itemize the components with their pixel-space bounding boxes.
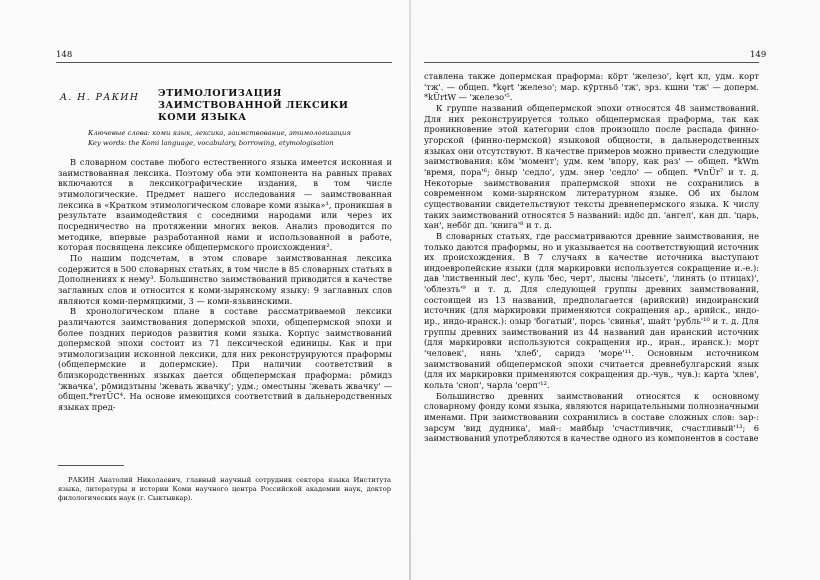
- right-body-text: [424, 71, 759, 444]
- keywords-block: [88, 129, 388, 148]
- book-spine: [409, 0, 411, 580]
- title-line: ЭТИМОЛОГИЗАЦИЯ: [158, 88, 282, 99]
- page-number-left: 148: [56, 50, 73, 60]
- footnote-divider: [58, 465, 124, 466]
- author-footnote: РАКИН Анатолий Николаевич, главный научный сотрудник сектора языка Института языка, литературы и истории Коми научного центра Российской академии наук, доктор филологических наук (г. Сыктывкар).: [58, 476, 391, 503]
- article-author: А. Н. РАКИН: [60, 92, 140, 103]
- keywords-russian: Ключевые слова: коми язык, лексика, заимствование, этимологизация: [88, 129, 351, 137]
- body-paragraph: В словарных статьях, где рассматриваются древние заимствования, не только даются праформы, но и указывается на соответствующий источник их происхождения. В 7 случаях в качестве источника выступают индоевропейские языки (для маркировки используется сокращение и.-е.): дав 'лиственный лес', куль 'бес, черт', лысны 'лысеть', 'линять (о птицах)', 'облезть'⁹ и т. д. Для следующей группы древних заимствований, состоящей из 13 названий, предполагается (арийский) индоиранский источник (для маркировки применяются сокращения ар., арийск., индо-ир., индо-иранск.): озыр 'богатый', порсь 'свинья', шайт 'рубль'¹⁰ и т. д. Для группы древних заимствований из 44 названий дан иранский источник (для маркировки используются сокращения ир., иран., иранск.): морт 'человек', нянь 'хлеб', саридз 'море'¹¹. Основным источником заимствований общепермской эпохи считается древнебулгарский язык (для их маркировки применяются сокращения др.-чув., чув.): карта 'хлев', кольта 'сноп', чарла 'серп'¹².: [424, 230, 759, 391]
- body-paragraph: В словарном составе любого естественного языка имеется исконная и заимствованная лексика. Поэтому оба эти компонента на равных правах включаются в лексикографические издания, в том числе этимологические. Предмет нашего исследования — заимствованная лексика в «Кратком этимологическом словаре коми языка»¹, проникшая в результате взаимодействия с соседними народами или через их посредничество на протяжении многих веков. Анализ проводится по методике, впервые разработанной нами и использованной в работе, которая посвящена лексике общепермского происхождения².: [58, 157, 392, 253]
- title-line: КОМИ ЯЗЫКА: [158, 112, 247, 123]
- body-paragraph: К группе названий общепермской эпохи относятся 48 заимствований. Для них реконструируется только общепермская праформа, так как проникновение этой категории слов произошло после распада финно-угорской (финно-пермской) языковой общности, в дальнеродственных языках они отсутствуют. В качестве примеров можно привести следующие заимствования: кӧм 'момент'; удм. кем 'впору, как раз' — общеп. *kWm 'время, пора'⁶; ӧныр 'седло', удм. энер 'седло' — общеп. *VnÜr⁷ и т. д. Некоторые заимствования прапермской эпохи не сохранились в современном коми-зырянском литературном языке. Об их былом существовании свидетельствуют тексты древнепермского языка. К числу таких заимствований относятся 5 названий: идӧс дп. 'ангел', кан дп. 'царь, хан', небӧг дп. 'книга'⁸ и т. д.: [424, 102, 759, 231]
- keywords-english: Key words: the Komi language, vocabulary, borrowing, etymologisation: [88, 138, 334, 147]
- body-paragraph: По нашим подсчетам, в этом словаре заимствованная лексика содержится в 500 словарных статьях, в том числе в 85 словарных статьях в Дополнениях к нему³. Большинство заимствований приводится в качестве заглавных слов и относится к коми-зырянскому языку: 9 заглавных слов являются коми-пермяцкими, 3 — коми-язьвинскими.: [58, 252, 392, 306]
- body-paragraph: ставлена также допермская праформа: кӧрт 'железо', kęrt кл, удм. корт 'тж'. — общеп. *kęrt 'железо'; мар. кӱртньӧ 'тж', эрз. кшни 'тж' — доперм. *kÜrtW — 'железо'⁵.: [424, 71, 759, 103]
- header-rule-left: [56, 62, 392, 63]
- body-paragraph: В хронологическом плане в составе рассматриваемой лексики различаются заимствования допермской эпохи, общепермской эпохи и более поздних периодов развития коми языка. Корпус заимствований допермской эпохи состоит из 71 лексической единицы. Как и при этимологизации исконной лексики, для них реконструируются праформы (общепермские и допермские). При наличии соответствий в близкородственных языках дается общепермская праформа: рӧмидз 'жвачка', рӧмидзтыны 'жевать жвачку'; удм.; оместыны 'жевать жвачку' — общеп.*reтÜС⁴. На основе имеющихся соответствий в дальнеродственных языках пред-: [58, 306, 392, 413]
- left-body-text: [58, 157, 392, 413]
- page-number-right: 149: [750, 50, 767, 60]
- header-rule-right: [424, 62, 759, 63]
- body-paragraph: Большинство древних заимствований относятся к основному словарному фонду коми языка, являются нарицательными полнозначными именами. При заимствовании сохранились в составе сложных слов: зар-: зарсум 'вид дудника', май-: майбыр 'счастливчик, счастливый'¹³; 6 заимствований употребляются в качестве одного из компонентов в составе: [424, 390, 759, 444]
- article-title: [158, 88, 398, 124]
- title-line: ЗАИМСТВОВАННОЙ ЛЕКСИКИ: [158, 100, 349, 111]
